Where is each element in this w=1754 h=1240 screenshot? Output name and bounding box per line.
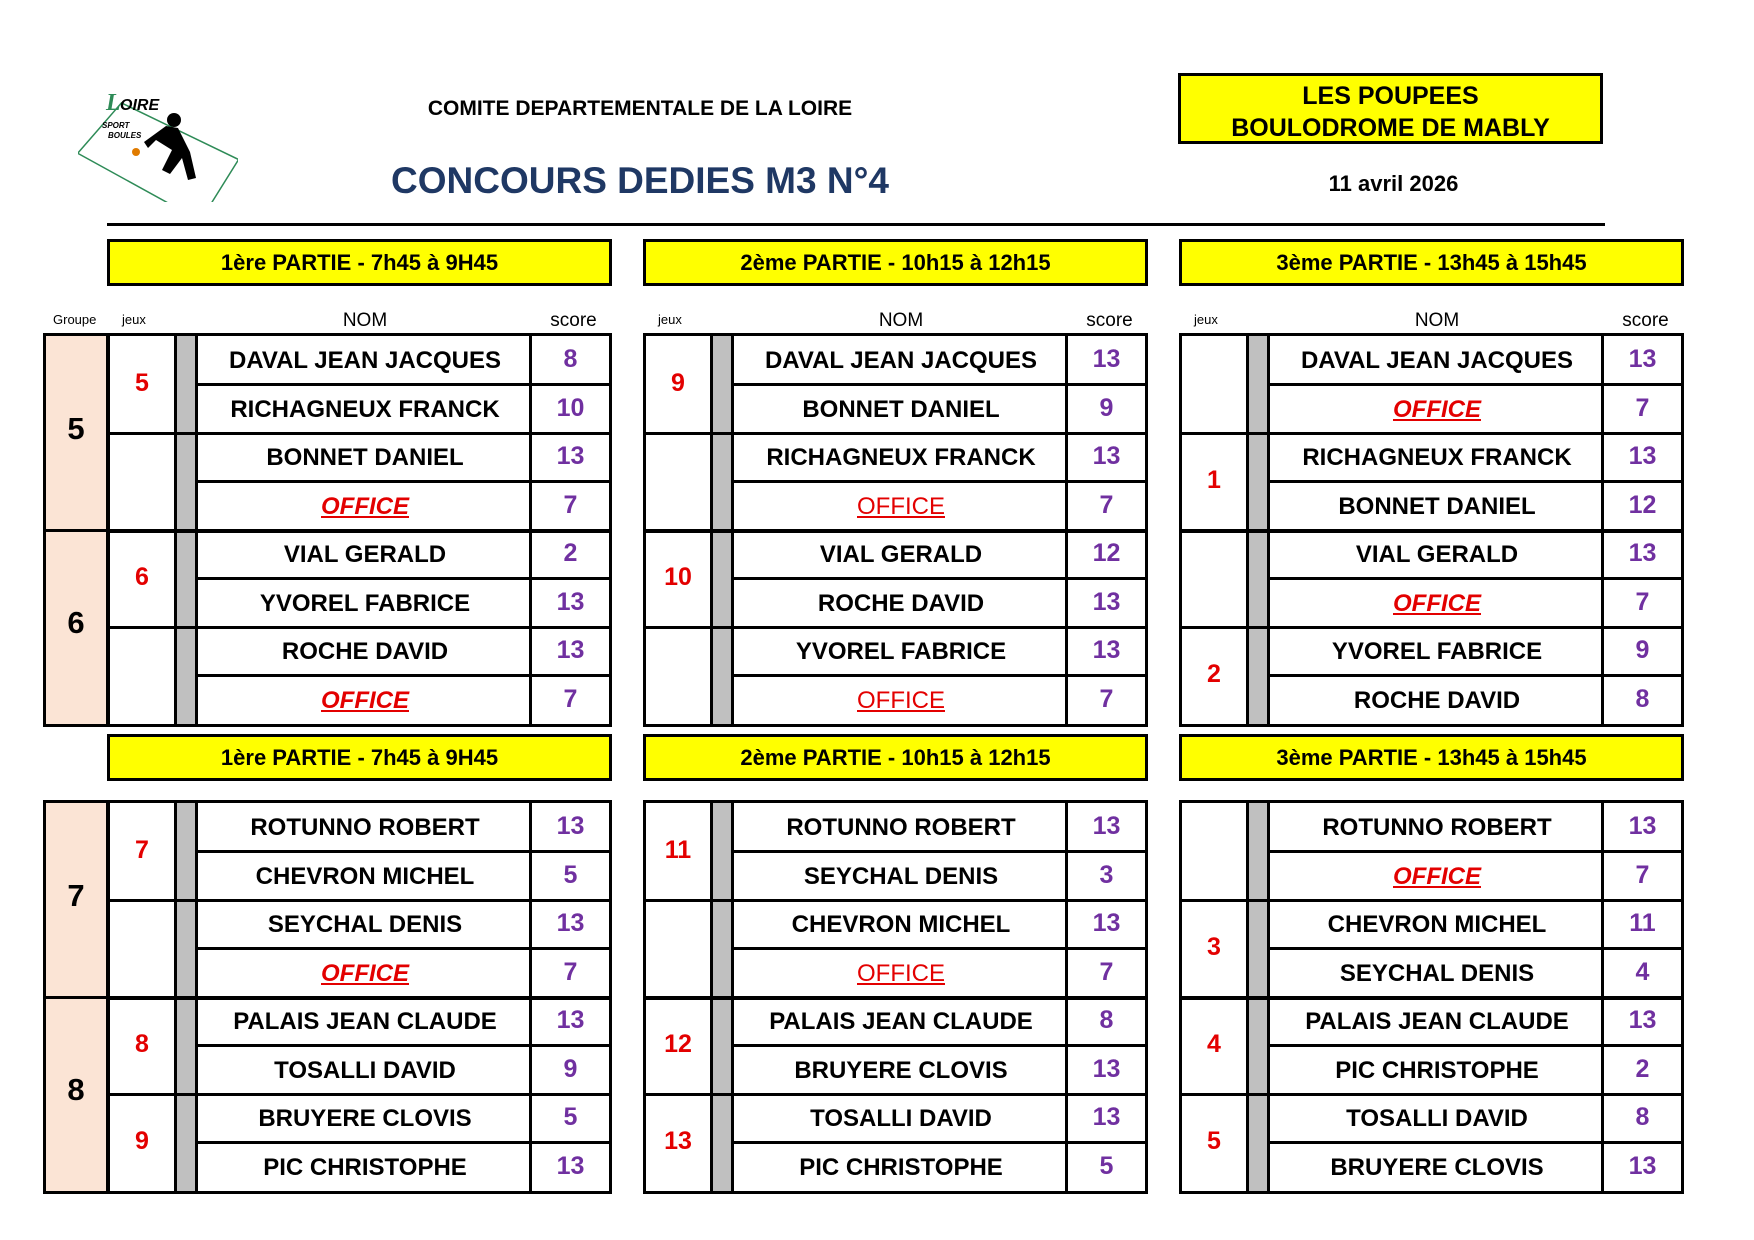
player-name: BONNET DANIEL [1338, 492, 1536, 520]
player-score: 12 [1628, 490, 1657, 519]
venue-box [1178, 73, 1603, 144]
column-header-jeux: jeux [1194, 312, 1218, 327]
row-divider [1182, 626, 1681, 629]
row-divider [731, 1141, 1145, 1144]
partie-banner: 2ème PARTIE - 10h15 à 12h15 [643, 239, 1148, 286]
player-name: RICHAGNEUX FRANCK [1302, 444, 1572, 471]
player-score: 13 [1092, 909, 1121, 937]
player-name: YVOREL FABRICE [795, 638, 1007, 665]
game-number: 7 [135, 835, 149, 864]
player-score: 12 [1092, 539, 1121, 567]
column-header-score: score [1086, 310, 1133, 331]
group-divider [46, 529, 106, 532]
office-placeholder: OFFICE [321, 686, 409, 714]
player-name: PALAIS JEAN CLAUDE [1305, 1008, 1569, 1035]
player-score: 13 [556, 442, 585, 470]
svg-text:SPORT: SPORT [102, 121, 130, 130]
player-name: RICHAGNEUX FRANCK [766, 444, 1036, 471]
game-number: 8 [135, 1029, 149, 1058]
row-divider [110, 899, 609, 902]
row-divider [646, 996, 1145, 1000]
office-placeholder: OFFICE [857, 492, 945, 520]
partie-banner: 3ème PARTIE - 13h45 à 15h45 [1179, 239, 1684, 286]
player-score: 13 [1092, 442, 1121, 470]
row-divider [1182, 899, 1681, 902]
row-divider [1267, 1141, 1681, 1144]
player-score: 10 [556, 393, 585, 422]
player-score: 13 [1628, 442, 1657, 470]
row-divider [195, 383, 609, 386]
game-number: 9 [671, 368, 685, 397]
player-score: 7 [1099, 684, 1114, 713]
row-divider [195, 1141, 609, 1144]
row-divider [646, 529, 1145, 533]
player-name: RICHAGNEUX FRANCK [230, 395, 500, 423]
row-divider [1182, 1093, 1681, 1096]
player-score: 13 [556, 909, 585, 937]
player-score: 3 [1099, 860, 1114, 889]
column-header-jeux: jeux [122, 312, 146, 327]
row-divider [110, 432, 609, 435]
player-name: YVOREL FABRICE [1331, 638, 1543, 665]
group-column [43, 333, 109, 727]
header-divider [107, 223, 1605, 226]
row-divider [195, 947, 609, 950]
player-name: SEYCHAL DENIS [267, 911, 463, 938]
svg-text:OIRE: OIRE [120, 97, 160, 114]
row-divider [110, 1093, 609, 1096]
group-number: 5 [67, 411, 85, 446]
player-score: 7 [563, 957, 578, 986]
player-score: 9 [1635, 636, 1650, 664]
player-name: DAVAL JEAN JACQUES [1300, 347, 1574, 374]
player-score: 13 [556, 1151, 585, 1180]
row-divider [731, 1044, 1145, 1047]
player-name: VIAL GERALD [1355, 541, 1519, 568]
row-divider [646, 432, 1145, 435]
row-divider [1267, 1044, 1681, 1047]
player-name: CHEVRON MICHEL [1327, 911, 1547, 938]
row-divider [195, 577, 609, 580]
column-header-groupe: Groupe [53, 312, 97, 327]
match-grid [643, 333, 1148, 727]
row-divider [731, 947, 1145, 950]
office-placeholder: OFFICE [1393, 589, 1481, 617]
player-score: 7 [1635, 587, 1650, 616]
row-divider [195, 1044, 609, 1047]
player-name: ROTUNNO ROBERT [1322, 814, 1552, 841]
player-score: 7 [1099, 957, 1114, 986]
column-header-nom: NOM [1414, 310, 1460, 331]
player-name: VIAL GERALD [283, 541, 447, 568]
row-divider [1267, 674, 1681, 677]
game-number: 1 [1207, 465, 1221, 494]
player-score: 13 [556, 636, 585, 664]
player-score: 5 [1099, 1151, 1114, 1180]
row-divider [110, 996, 609, 1000]
player-score: 5 [563, 860, 578, 889]
player-score: 7 [1099, 490, 1114, 519]
player-name: ROCHE DAVID [1353, 686, 1521, 714]
player-name: PALAIS JEAN CLAUDE [233, 1008, 497, 1035]
game-number: 4 [1207, 1029, 1221, 1058]
row-divider [646, 1093, 1145, 1096]
column-header-nom: NOM [342, 310, 388, 331]
player-score: 13 [1628, 1006, 1657, 1034]
row-divider [1182, 432, 1681, 435]
row-divider [110, 529, 609, 533]
row-divider [110, 626, 609, 629]
player-name: ROCHE DAVID [281, 638, 449, 665]
player-name: TOSALLI DAVID [274, 1056, 456, 1084]
player-name: PIC CHRISTOPHE [1335, 1056, 1539, 1084]
game-number: 11 [664, 835, 692, 864]
player-score: 13 [1628, 539, 1657, 567]
player-name: BRUYERE CLOVIS [258, 1105, 472, 1132]
player-name: DAVAL JEAN JACQUES [764, 347, 1038, 374]
office-placeholder: OFFICE [857, 686, 945, 714]
player-score: 13 [1628, 345, 1657, 373]
player-score: 13 [1092, 587, 1121, 616]
game-number: 10 [664, 562, 692, 591]
group-number: 6 [67, 605, 85, 640]
player-score: 8 [1635, 1103, 1650, 1131]
group-column [43, 800, 109, 1194]
row-divider [1267, 480, 1681, 483]
event-date: 11 avril 2026 [1328, 171, 1459, 196]
player-score: 8 [563, 345, 578, 373]
partie-banner: 2ème PARTIE - 10h15 à 12h15 [643, 734, 1148, 781]
player-score: 13 [1628, 1151, 1657, 1180]
column-header-nom: NOM [878, 310, 924, 331]
player-score: 13 [1092, 345, 1121, 373]
row-divider [646, 626, 1145, 629]
row-divider [731, 674, 1145, 677]
row-divider [1182, 996, 1681, 1000]
player-name: ROTUNNO ROBERT [250, 814, 480, 841]
venue-location: BOULODROME DE MABLY [1231, 114, 1550, 142]
game-number: 9 [135, 1126, 149, 1155]
row-divider [1182, 529, 1681, 533]
player-score: 9 [563, 1054, 578, 1083]
partie-banner: 3ème PARTIE - 13h45 à 15h45 [1179, 734, 1684, 781]
office-placeholder: OFFICE [1393, 862, 1481, 890]
player-name: BRUYERE CLOVIS [794, 1056, 1008, 1084]
row-divider [731, 383, 1145, 386]
player-name: ROCHE DAVID [817, 589, 985, 617]
player-name: YVOREL FABRICE [259, 589, 471, 617]
player-name: TOSALLI DAVID [810, 1105, 992, 1132]
player-name: PIC CHRISTOPHE [263, 1153, 467, 1181]
player-score: 5 [563, 1103, 578, 1131]
player-score: 8 [1635, 684, 1650, 713]
player-name: ROTUNNO ROBERT [786, 814, 1016, 841]
svg-text:BOULES: BOULES [108, 131, 142, 140]
game-number: 13 [664, 1126, 692, 1155]
player-score: 13 [556, 587, 585, 616]
committee-title: COMITE DEPARTEMENTALE DE LA LOIRE [427, 97, 853, 120]
player-name: CHEVRON MICHEL [791, 911, 1011, 938]
player-name: CHEVRON MICHEL [255, 862, 475, 890]
partie-banner: 1ère PARTIE - 7h45 à 9H45 [107, 239, 612, 286]
game-number: 5 [1207, 1126, 1221, 1155]
match-grid [107, 333, 612, 727]
player-score: 7 [1635, 393, 1650, 422]
player-name: BRUYERE CLOVIS [1330, 1153, 1544, 1181]
svg-text:L: L [106, 90, 121, 116]
player-score: 7 [563, 490, 578, 519]
player-score: 11 [1629, 909, 1656, 937]
partie-banner: 1ère PARTIE - 7h45 à 9H45 [107, 734, 612, 781]
row-divider [195, 480, 609, 483]
player-name: PIC CHRISTOPHE [799, 1153, 1003, 1181]
game-number: 12 [664, 1029, 692, 1058]
match-grid [643, 800, 1148, 1194]
player-name: PALAIS JEAN CLAUDE [769, 1008, 1033, 1035]
loire-sport-boules-logo [78, 82, 238, 202]
venue-name: LES POUPEES [1302, 82, 1479, 110]
row-divider [1267, 947, 1681, 950]
player-score: 7 [1635, 860, 1650, 889]
row-divider [195, 674, 609, 677]
row-divider [731, 850, 1145, 853]
column-header-jeux: jeux [658, 312, 682, 327]
game-number: 5 [135, 368, 149, 397]
player-name: VIAL GERALD [819, 541, 983, 568]
player-score: 2 [1635, 1054, 1650, 1083]
player-name: BONNET DANIEL [266, 444, 464, 471]
office-placeholder: OFFICE [321, 492, 409, 520]
player-score: 13 [1092, 812, 1121, 840]
row-divider [731, 577, 1145, 580]
game-number: 3 [1207, 932, 1221, 961]
player-score: 13 [1092, 1054, 1121, 1083]
player-score: 2 [563, 539, 578, 567]
player-name: SEYCHAL DENIS [803, 862, 999, 890]
match-grid [1179, 800, 1684, 1194]
match-grid [1179, 333, 1684, 727]
row-divider [1267, 850, 1681, 853]
group-number: 8 [67, 1072, 85, 1107]
player-score: 8 [1099, 1006, 1114, 1034]
column-header-score: score [550, 310, 597, 331]
player-score: 7 [563, 684, 578, 713]
player-name: DAVAL JEAN JACQUES [228, 347, 502, 374]
row-divider [731, 480, 1145, 483]
group-divider [46, 996, 106, 999]
game-number: 2 [1207, 659, 1221, 688]
player-score: 13 [1092, 636, 1121, 664]
page-title: CONCOURS DEDIES M3 N°4 [391, 160, 889, 201]
row-divider [1267, 577, 1681, 580]
match-grid [107, 800, 612, 1194]
player-score: 9 [1099, 393, 1114, 422]
player-score: 13 [1092, 1103, 1121, 1131]
game-number: 6 [135, 562, 149, 591]
row-divider [1267, 383, 1681, 386]
player-score: 13 [556, 812, 585, 840]
player-name: TOSALLI DAVID [1346, 1105, 1528, 1132]
player-name: SEYCHAL DENIS [1339, 959, 1535, 987]
office-placeholder: OFFICE [857, 959, 945, 987]
player-name: BONNET DANIEL [802, 395, 1000, 423]
player-score: 13 [556, 1006, 585, 1034]
row-divider [195, 850, 609, 853]
office-placeholder: OFFICE [1393, 395, 1481, 423]
office-placeholder: OFFICE [321, 959, 409, 987]
group-number: 7 [67, 878, 85, 913]
column-header-score: score [1622, 310, 1669, 331]
row-divider [646, 899, 1145, 902]
player-score: 4 [1635, 957, 1650, 986]
player-score: 13 [1628, 812, 1657, 840]
